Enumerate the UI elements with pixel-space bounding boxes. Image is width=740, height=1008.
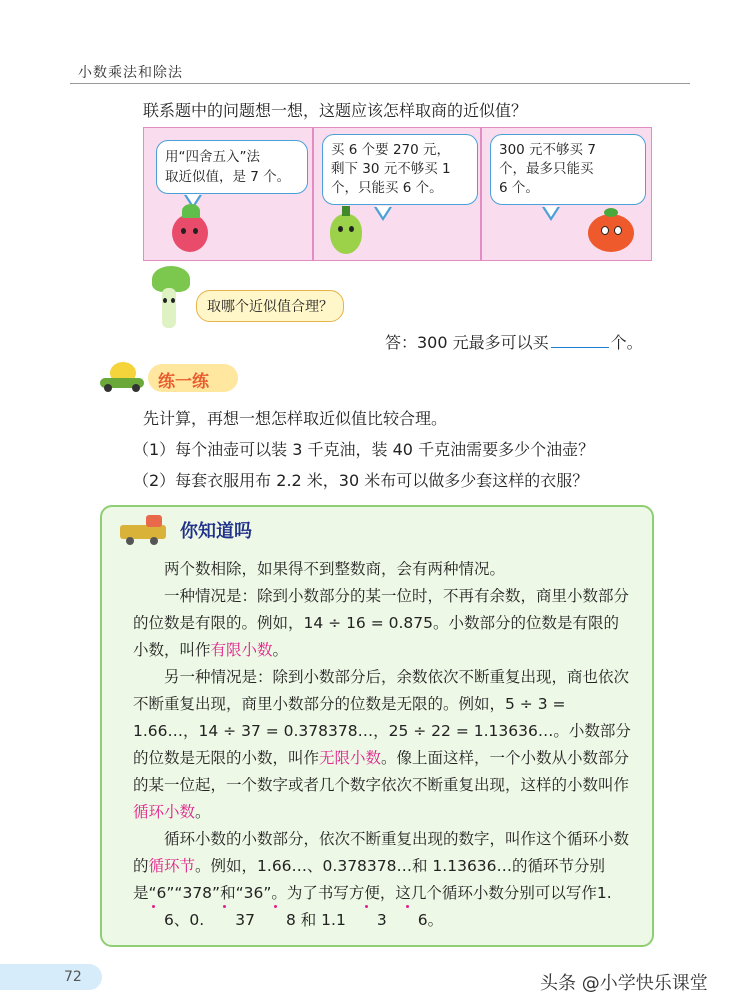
page-number-tab — [0, 964, 102, 990]
page-number: 72 — [64, 969, 82, 985]
bubble-line: 300 元不够买 7 — [499, 142, 596, 158]
know-paragraph-3 — [133, 664, 633, 826]
text-run: 。 — [427, 911, 444, 929]
bubble-line: 剩下 30 元不够买 1 — [331, 161, 451, 177]
repeating-digit: 6 — [387, 907, 428, 934]
know-paragraph-2 — [133, 583, 633, 664]
term-finite-decimal: 有限小数 — [210, 641, 273, 659]
know-paragraph-1: 两个数相除，如果得不到整数商，会有两种情况。 — [164, 560, 506, 578]
text-run: 、 — [173, 911, 190, 929]
repeating-digit: 3 — [346, 907, 387, 934]
repeating-number-2-int: 0. — [189, 911, 205, 929]
repeating-number-3-int: 1.1 — [321, 911, 346, 929]
repeating-digit: 8 — [255, 907, 296, 934]
question-bubble: 取哪个近似值合理？ — [196, 290, 344, 322]
bubble-line: 6 个。 — [499, 180, 539, 196]
celery-character-icon — [144, 266, 196, 332]
text-run: 。像上面这样，一个小数从小数部分的某一位起，一个数字或者几个数字依次不断重复出现，这样的小数叫作 — [133, 749, 630, 794]
text-run: 一种情况是：除到小数部分的某一位时，不再有余数，商里小数部分的位数是有限的。例如，14 ÷ 16 = 0.875。小数部分的位数是有限的小数，叫作 — [133, 587, 630, 659]
panel-divider — [312, 128, 314, 260]
bubble-line: 个，只能买 6 个。 — [331, 180, 443, 196]
chapter-title: 小数乘法和除法 — [78, 65, 183, 81]
repeating-digit: 3 — [204, 907, 245, 934]
speech-bubble-3 — [490, 134, 646, 205]
speech-bubble-2 — [322, 134, 478, 205]
pepper-character-icon — [326, 206, 366, 258]
tomato-character-icon — [584, 206, 638, 254]
text-run: 循环小数的小数部分，依次不断重复出现的数字，叫作这个循环小数的 — [133, 830, 630, 875]
answer-blank[interactable] — [551, 331, 609, 348]
practice-heading: 练一练 — [158, 372, 209, 392]
bubble-tail — [376, 206, 390, 217]
bubble-line: 买 6 个要 270 元， — [331, 142, 451, 158]
practice-intro: 先计算，再想一想怎样取近似值比较合理。 — [143, 409, 448, 428]
answer-suffix: 个。 — [610, 333, 643, 352]
train-icon — [118, 513, 174, 545]
speech-bubble-1 — [156, 140, 308, 194]
question-text: 联系题中的问题想一想，这题应该怎样取商的近似值？ — [143, 101, 528, 120]
text-run: 。例如，1.66…、0.378378…和 1.13636…的循环节分别是“6”“378”和“36”。为了书写方便，这几个循环小数分别可以写作 — [133, 857, 606, 902]
term-infinite-decimal: 无限小数 — [319, 749, 382, 767]
know-paragraph-4 — [133, 826, 633, 934]
lemon-car-icon — [100, 362, 146, 392]
answer-line — [385, 330, 643, 353]
repeating-digit: 7 — [245, 911, 255, 929]
bubble-tail — [544, 206, 558, 217]
practice-item-2: （2）每套衣服用布 2.2 米，30 米布可以做多少套这样的衣服？ — [133, 471, 589, 490]
repeating-number-1-int: 1. — [596, 884, 612, 902]
term-repetend: 循环节 — [148, 857, 196, 875]
bubble-line: 用“四舍五入”法 — [165, 149, 260, 165]
header-divider — [70, 83, 690, 84]
character-panels — [143, 127, 652, 261]
practice-item-1: （1）每个油壶可以装 3 千克油，装 40 千克油需要多少个油壶？ — [133, 440, 595, 459]
term-repeating-decimal: 循环小数 — [133, 803, 196, 821]
repeating-digit: 6 — [133, 907, 174, 934]
text-run: 另一种情况是：除到小数部分后，余数依次不断重复出现，商也依次不断重复出现，商里小数部分的位数是无限的。例如，5 ÷ 3 = 1.66…，14 ÷ 37 = 0.378378…，25 ÷ 22 = 1.13636…。小数部分的位数是无限的小数，叫作 — [133, 668, 631, 767]
panel-divider — [480, 128, 482, 260]
text-run: 。 — [195, 803, 211, 821]
text-run: 。 — [272, 641, 289, 659]
watermark-brand: 头条 @小学快乐课堂 — [540, 973, 708, 994]
text-run: 和 — [295, 911, 322, 929]
radish-character-icon — [164, 204, 212, 256]
bubble-line: 取近似值，是 7 个。 — [165, 169, 291, 185]
bubble-line: 个，最多只能买 — [499, 161, 594, 177]
answer-prefix: 答：300 元最多可以买 — [385, 333, 549, 352]
did-you-know-title: 你知道吗 — [180, 521, 252, 542]
